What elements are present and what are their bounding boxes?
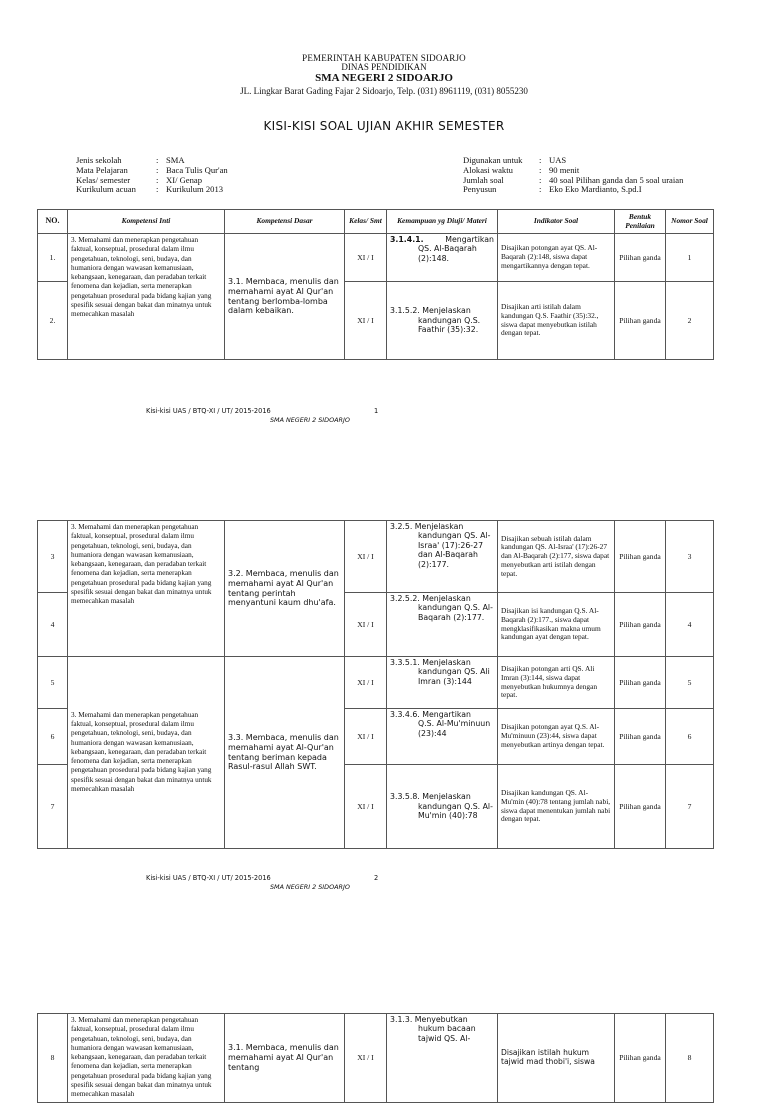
- materi-cell: 3.3.5.8. Menjelaskan kandungan Q.S. Al-Mu'min (40):78: [387, 765, 498, 849]
- meta-row: Penyusun : Eko Eko Mardianto, S.pd.I: [463, 184, 642, 195]
- bentuk-cell: Pilihan ganda: [615, 765, 666, 849]
- materi-cell: 3.1.4.1. Mengartikan QS. Al-Baqarah (2):148.: [387, 234, 498, 282]
- row-number: 6: [38, 709, 68, 765]
- col-header: Kompetensi Dasar: [225, 210, 345, 234]
- bentuk-cell: Pilihan ganda: [615, 521, 666, 593]
- kelas-cell: XI / I: [345, 1014, 387, 1103]
- kisi-table-page-1: [37, 209, 714, 360]
- nomor-cell: 6: [666, 709, 714, 765]
- col-header: Nomor Soal: [666, 210, 714, 234]
- indikator-cell: Disajikan istilah hukum tajwid mad thobi'i, siswa: [498, 1014, 615, 1103]
- meta-row: Digunakan untuk : UAS: [463, 155, 567, 165]
- indikator-cell: Disajikan potongan arti QS. Ali Imran (3):144, siswa dapat menyebutkan hukumnya dengan tepat.: [498, 657, 615, 709]
- header-address: JL. Lingkar Barat Gading Fajar 2 Sidoarjo, Telp. (031) 8961119, (031) 8055230: [240, 86, 528, 96]
- indikator-cell: Disajikan potongan ayat QS. Al-Baqarah (2):148, siswa dapat mengartikannya dengan tepat.: [498, 234, 615, 282]
- kompetensi-dasar-cell: 3.1. Membaca, menulis dan memahami ayat Al Qur'an tentang: [225, 1014, 345, 1103]
- kompetensi-dasar-cell: 3.1. Membaca, menulis dan memahami ayat Al Qur'an tentang berlomba-lomba dalam kebaikan.: [225, 234, 345, 360]
- nomor-cell: 8: [666, 1014, 714, 1103]
- indikator-cell: Disajikan sebuah istilah dalam kandungan QS. Al-Israa' (17):26-27 dan Al-Baqarah (2):177, siswa dapat menyebutkan arti istilah dengan tepat.: [498, 521, 615, 593]
- nomor-cell: 2: [666, 282, 714, 360]
- page-number: 2: [374, 874, 379, 882]
- kompetensi-dasar-cell: 3.3. Membaca, menulis dan memahami ayat Al-Qur'an tentang beriman kepada Rasul-rasul Allah SWT.: [225, 657, 345, 849]
- kelas-cell: XI / I: [345, 593, 387, 657]
- footer-school: SMA NEGERI 2 SIDOARJO: [270, 416, 350, 424]
- kisi-table-page-3: [37, 1013, 714, 1103]
- nomor-cell: 3: [666, 521, 714, 593]
- kompetensi-inti-cell: 3. Memahami dan menerapkan pengetahuan faktual, konseptual, prosedural dalam ilmu pengetahuan, teknologi, seni, budaya, dan humaniora dengan wawasan kemanusiaan, kebangsaan, kenegaraan, dan peradaban terkait fenomena dan kejadian, serta menerapkan pengetahuan prosedural pada bidang kajian yang spesifik sesuai dengan bakat dan minatnya untuk memecahkan masalah: [68, 234, 225, 360]
- meta-row: Kurikulum acuan : Kurikulum 2013: [76, 184, 224, 195]
- kelas-cell: XI / I: [345, 234, 387, 282]
- kelas-cell: XI / I: [345, 765, 387, 849]
- indikator-cell: Disajikan isi kandungan Q.S. Al-Baqarah (2):177., siswa dapat mengklasifikasikan makna umum kandungan ayat dengan tepat.: [498, 593, 615, 657]
- nomor-cell: 4: [666, 593, 714, 657]
- nomor-cell: 1: [666, 234, 714, 282]
- footer-school: SMA NEGERI 2 SIDOARJO: [270, 883, 350, 891]
- materi-cell: 3.2.5.2. Menjelaskan kandungan Q.S. Al-Baqarah (2):177.: [387, 593, 498, 657]
- table-row: [38, 521, 714, 593]
- meta-row: Mata Pelajaran : Baca Tulis Qur'an: [76, 164, 228, 175]
- col-header: NO.: [38, 210, 68, 234]
- bentuk-cell: Pilihan ganda: [615, 709, 666, 765]
- indikator-cell: Disajikan kandungan QS. Al-Mu'min (40):78 tentang jumlah nabi, siswa dapat menentukan jumlah nabi dengan tepat.: [498, 765, 615, 849]
- materi-cell: 3.3.4.6. Mengartikan Q.S. Al-Mu'minuun (23):44: [387, 709, 498, 765]
- bentuk-cell: Pilihan ganda: [615, 593, 666, 657]
- header-department: DINAS PENDIDIKAN: [341, 62, 427, 72]
- meta-row: Jenis sekolah : SMA: [76, 155, 185, 165]
- table-row: [38, 1014, 714, 1103]
- kompetensi-dasar-cell: 3.2. Membaca, menulis dan memahami ayat Al Qur'an tentang perintah menyantuni kaum dhu'afa.: [225, 521, 345, 657]
- page-number: 1: [374, 407, 379, 415]
- kelas-cell: XI / I: [345, 521, 387, 593]
- nomor-cell: 5: [666, 657, 714, 709]
- materi-cell: 3.2.5. Menjelaskan kandungan QS. Al-Israa' (17):26-27 dan Al-Baqarah (2):177.: [387, 521, 498, 593]
- table-row: [38, 234, 714, 282]
- col-header: Bentuk Penilaian: [615, 210, 666, 234]
- col-header: Kompetensi Inti: [68, 210, 225, 234]
- kisi-table-page-2: [37, 520, 714, 849]
- nomor-cell: 7: [666, 765, 714, 849]
- materi-cell: 3.1.3. Menyebutkan hukum bacaan tajwid QS. Al-: [387, 1014, 498, 1103]
- row-number: 3: [38, 521, 68, 593]
- meta-row: Alokasi waktu : 90 menit: [463, 164, 580, 175]
- table-header-row: [38, 210, 714, 234]
- bentuk-cell: Pilihan ganda: [615, 234, 666, 282]
- kelas-cell: XI / I: [345, 282, 387, 360]
- table-row: [38, 657, 714, 709]
- row-number: 4: [38, 593, 68, 657]
- materi-cell: 3.3.5.1. Menjelaskan kandungan QS. Ali Imran (3):144: [387, 657, 498, 709]
- meta-right: [463, 156, 683, 195]
- col-header: Indikator Soal: [498, 210, 615, 234]
- col-header: Kelas/ Smt: [345, 210, 387, 234]
- kelas-cell: XI / I: [345, 657, 387, 709]
- kelas-cell: XI / I: [345, 709, 387, 765]
- kompetensi-inti-cell: 3. Memahami dan menerapkan pengetahuan faktual, konseptual, prosedural dalam ilmu pengetahuan, teknologi, seni, budaya, dan humaniora dengan wawasan kemanusiaan, kebangsaan, kenegaraan, dan peradaban terkait fenomena dan kejadian, serta menerapkan pengetahuan prosedural pada bidang kajian yang spesifik sesuai dengan bakat dan minatnya untuk memecahkan masalah: [68, 657, 225, 849]
- header-school-name: SMA NEGERI 2 SIDOARJO: [315, 72, 453, 84]
- row-number: 5: [38, 657, 68, 709]
- header-government: PEMERINTAH KABUPATEN SIDOARJO: [302, 53, 466, 63]
- indikator-cell: Disajikan arti istilah dalam kandungan Q.S. Faathir (35):32., siswa dapat menyebutkan istilah dengan tepat.: [498, 282, 615, 360]
- meta-row: Kelas/ semester : XI/ Genap: [76, 174, 203, 185]
- document-title: KISI-KISI SOAL UJIAN AKHIR SEMESTER: [263, 119, 505, 133]
- materi-cell: 3.1.5.2. Menjelaskan kandungan Q.S. Faathir (35):32.: [387, 282, 498, 360]
- meta-left: [76, 156, 228, 195]
- row-number: 1.: [38, 234, 68, 282]
- kompetensi-inti-cell: 3. Memahami dan menerapkan pengetahuan faktual, konseptual, prosedural dalam ilmu pengetahuan, teknologi, seni, budaya, dan humaniora dengan wawasan kemanusiaan, kebangsaan, kenegaraan, dan peradaban terkait fenomena dan kejadian, serta menerapkan pengetahuan prosedural pada bidang kajian yang spesifik sesuai dengan bakat dan minatnya untuk memecahkan masalah: [68, 521, 225, 657]
- indikator-cell: Disajikan potongan ayat Q.S. Al-Mu'minuun (23):44, siswa dapat menyebutkan artinya dengan tepat.: [498, 709, 615, 765]
- footer-reference: Kisi-kisi UAS / BTQ-XI / UT/ 2015-2016: [146, 407, 271, 415]
- row-number: 7: [38, 765, 68, 849]
- kompetensi-inti-cell: 3. Memahami dan menerapkan pengetahuan faktual, konseptual, prosedural dalam ilmu pengetahuan, teknologi, seni, budaya, dan humaniora dengan wawasan kemanusiaan, kebangsaan, kenegaraan, dan peradaban terkait fenomena dan kejadian, serta menerapkan pengetahuan prosedural pada bidang kajian yang spesifik sesuai dengan bakat dan minatnya untuk memecahkan masalah: [68, 1014, 225, 1103]
- row-number: 2.: [38, 282, 68, 360]
- footer-reference: Kisi-kisi UAS / BTQ-XI / UT/ 2015-2016: [146, 874, 271, 882]
- meta-row: Jumlah soal : 40 soal Pilihan ganda dan 5 soal uraian: [463, 174, 684, 185]
- row-number: 8: [38, 1014, 68, 1103]
- bentuk-cell: Pilihan ganda: [615, 657, 666, 709]
- bentuk-cell: Pilihan ganda: [615, 1014, 666, 1103]
- col-header: Kemampuan yg Diuji/ Materi: [387, 210, 498, 234]
- bentuk-cell: Pilihan ganda: [615, 282, 666, 360]
